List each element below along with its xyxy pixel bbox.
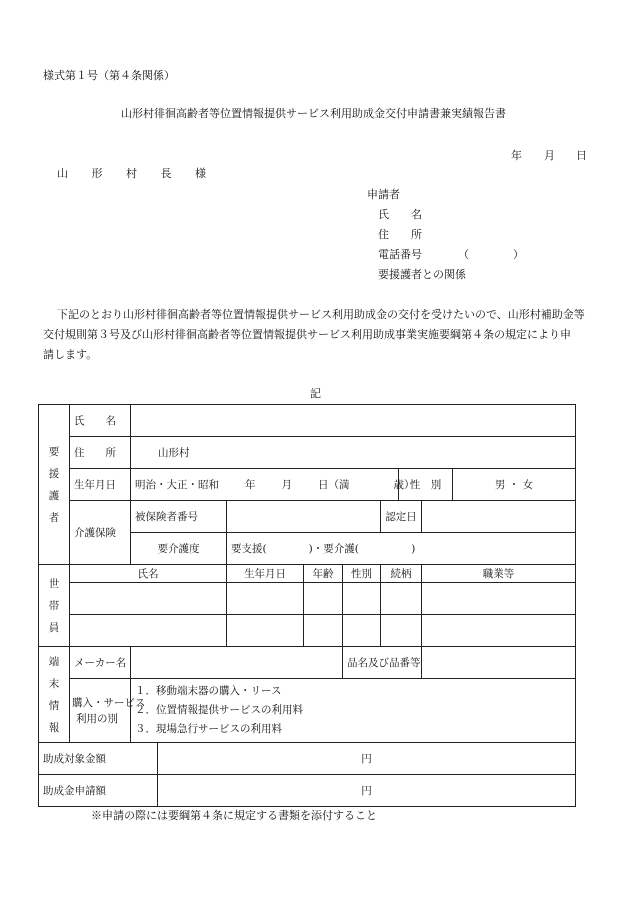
sex-options[interactable]: 男 ・ 女 — [453, 469, 576, 501]
date-day: 日 — [576, 149, 587, 162]
birth-year-unit: 年 — [245, 479, 256, 491]
maker-label: メーカー名 — [70, 647, 131, 679]
household-relation-field[interactable] — [381, 615, 422, 647]
form-number: 様式第１号（第４条関係） — [43, 69, 175, 82]
household-row — [39, 583, 576, 615]
applicant-heading: 申請者 — [367, 188, 400, 201]
household-header-name: 氏名 — [70, 565, 227, 583]
birth-date-field[interactable] — [131, 469, 415, 501]
household-section-label: 世 帯 員 — [39, 565, 70, 647]
household-sex-field[interactable] — [343, 615, 381, 647]
body-line-3: 請します。 — [43, 348, 98, 361]
maker-field[interactable] — [131, 647, 343, 679]
care-recipient-section-label: 要 援 護 者 — [39, 405, 70, 565]
applicant-phone-parens: （ ） — [458, 248, 524, 261]
care-level-label: 要介護度 — [131, 533, 227, 565]
insured-number-row — [39, 501, 576, 533]
household-row — [39, 615, 576, 647]
household-occupation-field[interactable] — [422, 615, 576, 647]
household-header-age: 年齢 — [304, 565, 343, 583]
purchase-type-label: 購入・サービス 利用の別 — [70, 679, 131, 743]
household-header-row — [39, 565, 576, 583]
option-location-service[interactable]: ２．位置情報提供サービスの利用料 — [135, 704, 303, 716]
household-name-field[interactable] — [70, 583, 227, 615]
insured-number-label: 被保険者番号 — [131, 501, 227, 533]
household-header-birth: 生年月日 — [227, 565, 304, 583]
care-recipient-address-field[interactable]: 山形村 — [131, 437, 576, 469]
household-age-field[interactable] — [304, 583, 343, 615]
household-header-sex: 性別 — [343, 565, 381, 583]
date-year: 年 — [511, 149, 522, 162]
ki-heading: 記 — [310, 387, 321, 400]
care-insurance-label: 介護保険 — [70, 501, 131, 565]
era-options: 明治・大正・昭和 — [135, 479, 219, 491]
birth-month-unit: 月 — [281, 479, 292, 491]
option-device-purchase[interactable]: １．移動端末器の購入・リース — [135, 685, 282, 697]
care-level-field[interactable]: 要支援( )・要介護( ) — [227, 533, 576, 565]
device-maker-row — [39, 647, 576, 679]
application-form-table — [38, 404, 576, 807]
applicant-name-label: 氏 名 — [378, 208, 422, 221]
applicant-address-label: 住 所 — [378, 228, 422, 241]
care-recipient-birth-row — [39, 469, 576, 501]
body-line-1: 下記のとおり山形村徘徊高齢者等位置情報提供サービス利用助成金の交付を受けたいので、山形村補助金等 — [57, 308, 585, 321]
household-birth-field[interactable] — [227, 615, 304, 647]
birth-day-unit: 日（満 — [318, 479, 350, 491]
sex-label: 性 別 — [399, 469, 453, 501]
product-field[interactable] — [422, 647, 576, 679]
household-header-relation: 続柄 — [381, 565, 422, 583]
insured-number-field[interactable] — [227, 501, 381, 533]
subsidy-target-row — [39, 743, 576, 775]
birth-date-label: 生年月日 — [70, 469, 131, 501]
household-sex-field[interactable] — [343, 583, 381, 615]
option-rush-service[interactable]: ３．現場急行サービスの利用料 — [135, 723, 282, 735]
applicant-relation-label: 要援護者との関係 — [378, 268, 466, 281]
household-relation-field[interactable] — [381, 583, 422, 615]
product-label: 品名及び品番等 — [343, 647, 422, 679]
device-section-label: 端 末 情 報 — [39, 647, 70, 743]
certified-date-field[interactable] — [422, 501, 576, 533]
household-age-field[interactable] — [304, 615, 343, 647]
household-header-occupation: 職業等 — [422, 565, 576, 583]
document-title: 山形村徘徊高齢者等位置情報提供サービス利用助成金交付申請書兼実績報告書 — [121, 107, 506, 120]
certified-date-label: 認定日 — [381, 501, 422, 533]
care-recipient-name-row — [39, 405, 576, 437]
household-name-field[interactable] — [70, 615, 227, 647]
subsidy-request-row — [39, 775, 576, 807]
addressee: 山 形 村 長 様 — [57, 167, 216, 180]
care-recipient-address-row — [39, 437, 576, 469]
body-line-2: 交付規則第３号及び山形村徘徊高齢者等位置情報提供サービス利用助成事業実施要綱第４条の規定により申 — [43, 328, 571, 341]
household-birth-field[interactable] — [227, 583, 304, 615]
subsidy-target-field[interactable]: 円 — [158, 743, 576, 775]
care-recipient-address-label: 住 所 — [70, 437, 131, 469]
subsidy-request-field[interactable]: 円 — [158, 775, 576, 807]
subsidy-request-label: 助成金申請額 — [39, 775, 158, 807]
care-recipient-name-field[interactable] — [131, 405, 576, 437]
age-unit: 歳） — [393, 479, 415, 491]
purchase-type-row — [39, 679, 576, 743]
subsidy-target-label: 助成対象金額 — [39, 743, 158, 775]
purchase-type-options[interactable] — [131, 679, 576, 743]
care-recipient-name-label: 氏 名 — [70, 405, 131, 437]
applicant-phone-label: 電話番号 — [378, 248, 422, 261]
date-month: 月 — [544, 149, 555, 162]
household-occupation-field[interactable] — [422, 583, 576, 615]
footnote: ※申請の際には要綱第４条に規定する書類を添付すること — [91, 809, 377, 822]
